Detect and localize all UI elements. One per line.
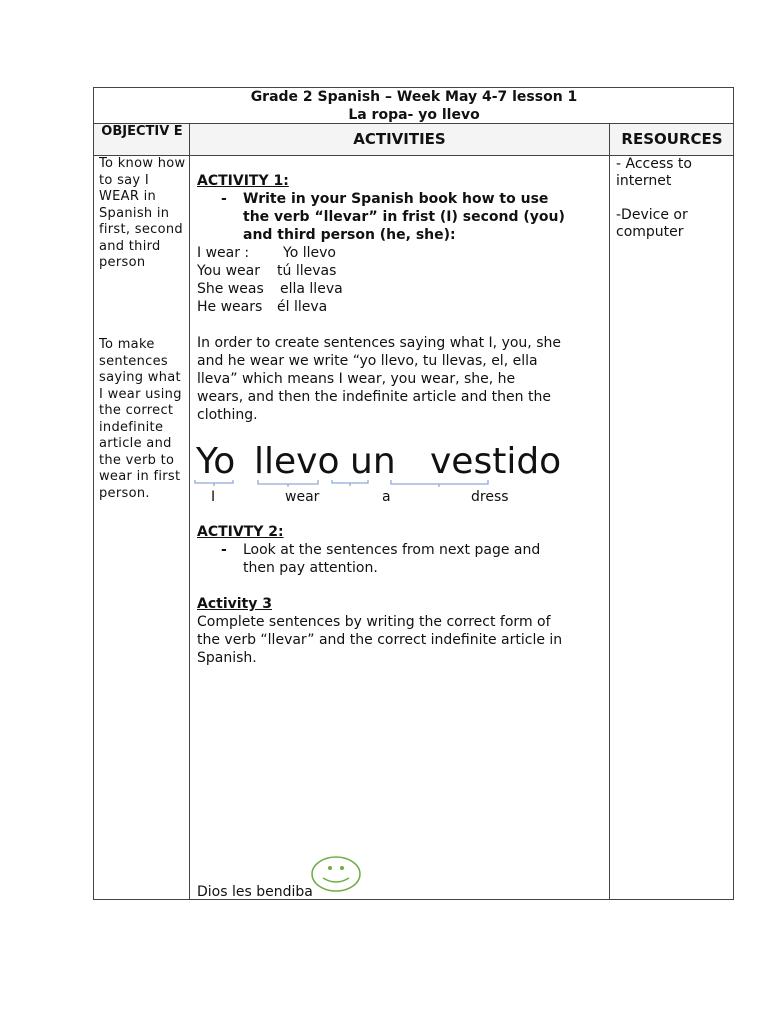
header-objective: OBJECTIV E xyxy=(101,124,183,139)
smiley-icon xyxy=(310,855,362,893)
translation-a: a xyxy=(382,489,391,505)
example-word-un: un xyxy=(350,441,396,482)
lesson-title: Grade 2 Spanish – Week May 4-7 lesson 1 xyxy=(250,89,578,105)
objective-1: To know how to say I WEAR in Spanish in first, second and third person xyxy=(99,156,186,270)
objective-2: To make sentences saying what I wear using the correct indefinite article and the verb to wear in first person. xyxy=(99,337,182,501)
translation-dress: dress xyxy=(471,489,509,505)
column-divider-2 xyxy=(609,123,610,900)
translation-i: I xyxy=(211,489,216,505)
explanation-3: lleva” which means I wear, you wear, she, he xyxy=(197,371,516,387)
header-activities: ACTIVITIES xyxy=(353,130,446,148)
activity1-heading: ACTIVITY 1: xyxy=(197,173,289,189)
conj-es-1: Yo llevo xyxy=(283,245,336,261)
bracket-un xyxy=(332,480,368,486)
conj-es-4: él lleva xyxy=(277,299,328,315)
activity2-heading: ACTIVTY 2: xyxy=(197,524,284,540)
conj-en-4: He wears xyxy=(197,299,263,315)
explanation-5: clothing. xyxy=(197,407,258,423)
activity3-heading: Activity 3 xyxy=(197,596,272,612)
activity3-line-1: Complete sentences by writing the correct form of xyxy=(197,614,551,630)
bracket-llevo xyxy=(258,480,318,487)
explanation-1: In order to create sentences saying what I, you, she xyxy=(197,335,561,351)
resource-1: - Access to internet xyxy=(616,156,692,189)
activity1-instruction-1: Write in your Spanish book how to use xyxy=(243,191,549,207)
explanation-2: and he wear we write “yo llevo, tu llevas, el, ella xyxy=(197,353,538,369)
conj-es-2: tú llevas xyxy=(277,263,337,279)
conj-es-3: ella lleva xyxy=(280,281,343,297)
example-word-llevo: llevo xyxy=(254,441,340,482)
column-divider-1 xyxy=(189,123,190,900)
activity2-line-1: Look at the sentences from next page and xyxy=(243,542,541,558)
translation-wear: wear xyxy=(285,489,320,505)
activity1-instruction-3: and third person (he, she): xyxy=(243,227,456,243)
bracket-yo xyxy=(195,480,233,486)
closing-text: Dios les bendiba xyxy=(197,884,313,900)
example-word-yo: Yo xyxy=(196,441,236,482)
activity1-instruction-2: the verb “llevar” in frist (I) second (you) xyxy=(243,209,565,225)
conj-en-2: You wear xyxy=(197,263,260,279)
conj-en-1: I wear : xyxy=(197,245,250,261)
lesson-subtitle: La ropa- yo llevo xyxy=(348,107,480,123)
bullet-dash: - xyxy=(221,191,227,207)
conj-en-3: She weas xyxy=(197,281,264,297)
example-word-vestido: vestido xyxy=(430,441,562,482)
table-border-right xyxy=(733,87,734,900)
table-border-left xyxy=(93,87,94,900)
explanation-4: wears, and then the indefinite article and then the xyxy=(197,389,551,405)
resource-2: -Device or computer xyxy=(616,207,688,240)
activity2-line-2: then pay attention. xyxy=(243,560,378,576)
activity3-line-3: Spanish. xyxy=(197,650,257,666)
bullet-dash-2: - xyxy=(221,542,227,558)
bracket-vestido xyxy=(391,480,488,487)
header-resources: RESOURCES xyxy=(621,130,723,148)
activity3-line-2: the verb “llevar” and the correct indefinite article in xyxy=(197,632,563,648)
